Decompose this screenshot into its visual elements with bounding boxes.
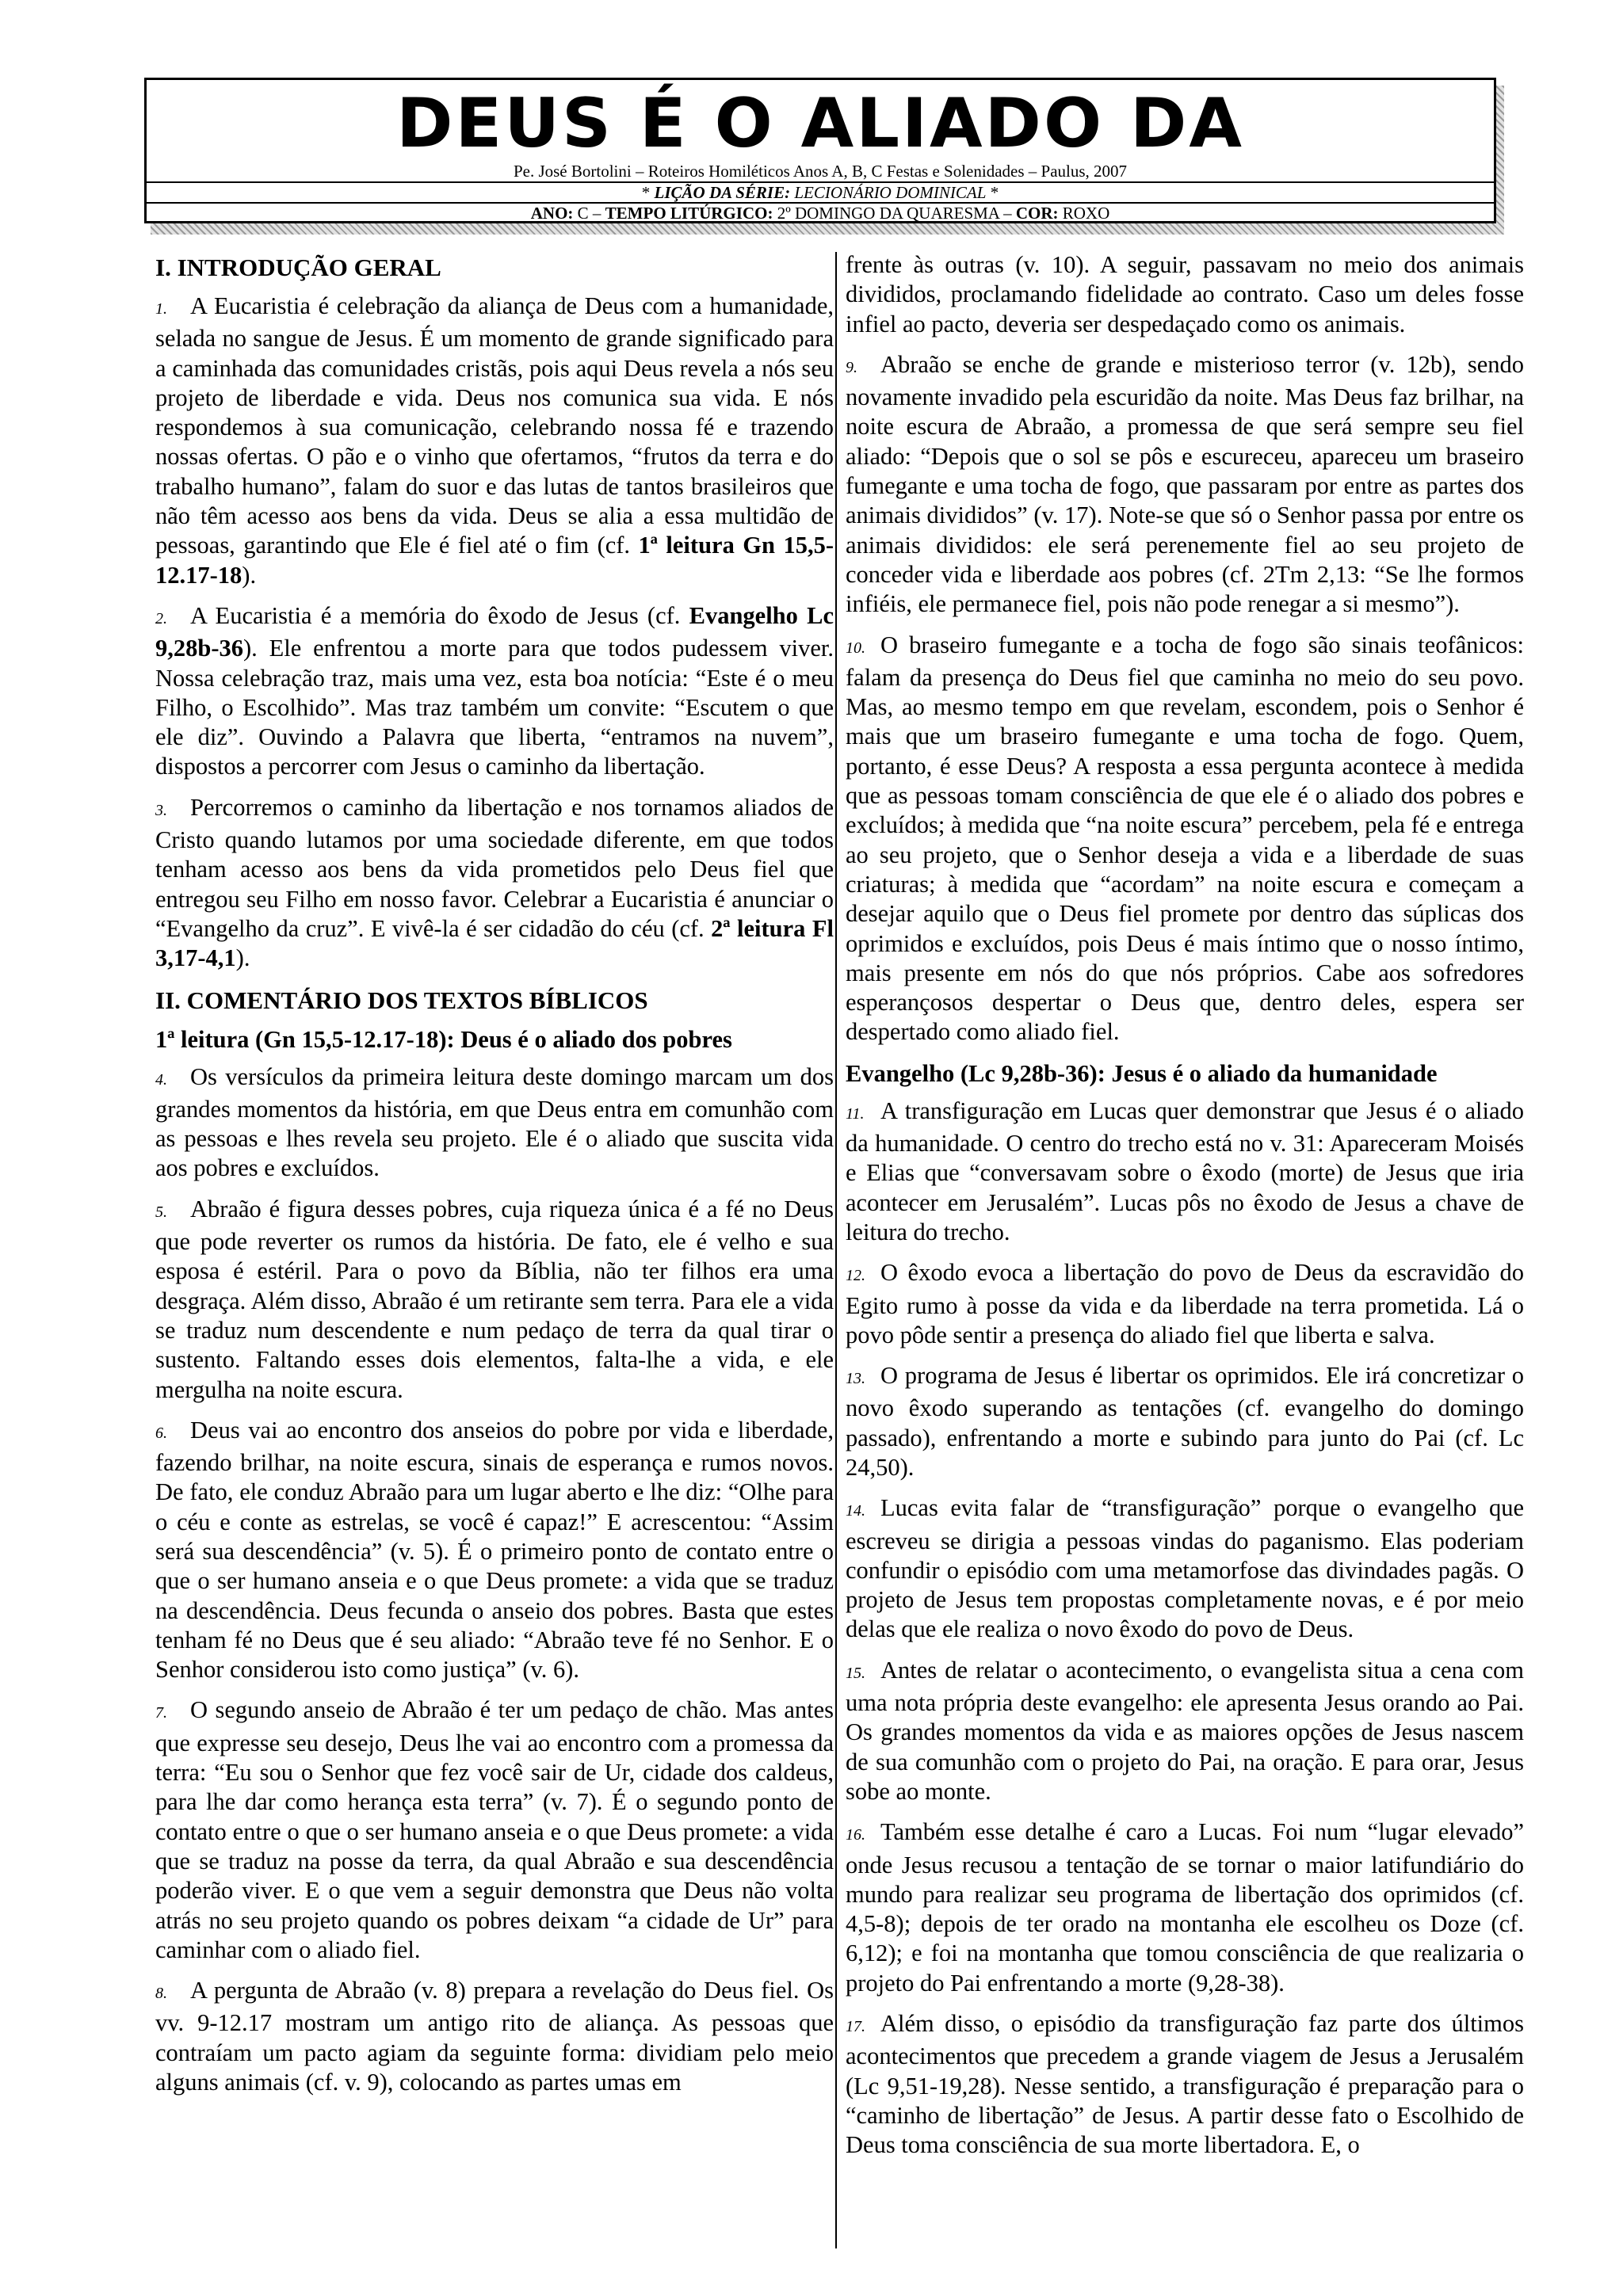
paragraph-number: 5. — [155, 1203, 167, 1221]
paragraph-7 — [155, 1695, 834, 1965]
paragraph-9 — [846, 350, 1524, 620]
paragraph-text: O braseiro fumegante e a tocha de fogo são sinais teofânicos: falam da presença do Deus fiel que caminha no meio do seu povo. Mas, ao mesmo tempo em que revelam, escondem, pois o Senhor é mais que um braseiro fumegante e uma tocha de fogo. Quem, portanto, é esse Deus? A resposta a essa pergunta acontece à medida que as pessoas tomam consciência de que ele é o aliado dos pobres e excluídos; à medida que “na noite escura” percebem, pela fé e entrega ao seu projeto, que o Senhor deseja a vida e a liberdade de suas criaturas; à medida que “acordam” na noite escura e começam a desejar aquilo que o Deus fiel promete por dentro das súplicas dos oprimidos e excluídos, pois Deus é mais íntimo que o nosso íntimo, mais presente em nós do que nós próprios. Cabe aos sofredores esperançosos despertar o Deus que, dentro deles, espera ser despertado como aliado fiel. — [846, 631, 1524, 1046]
section-heading-intro: I. INTRODUÇÃO GERAL — [155, 254, 441, 281]
paragraph-number: 8. — [155, 1985, 167, 2003]
cor-label: COR: — [1015, 204, 1059, 223]
liturgy-line: ANO: C – TEMPO LITÚRGICO: 2º DOMINGO DA QUARESMA – COR: ROXO — [530, 204, 1110, 223]
paragraph-number: 7. — [155, 1704, 167, 1722]
paragraph-number: 15. — [846, 1664, 865, 1682]
reference: 1ª leitura Gn 15,5-12.17-18 — [155, 532, 834, 589]
reference: Evangelho Lc 9,28b-36 — [155, 601, 834, 662]
lesson-prefix: * — [641, 183, 655, 202]
reference: 2ª leitura Fl 3,17-4,1 — [155, 914, 834, 972]
paragraph-text: ). Ele enfrentou a morte para que todos pudessem viver. Nossa celebração traz, mais uma vez, esta boa notícia: “Este é o meu Filho, o Escolhido”. Mas traz também um convite: “Escutem o que ele diz”. Ouvindo a Palavra que liberta, “entramos na nuvem”, dispostos a percorrer com Jesus o caminho da libertação. — [155, 635, 834, 780]
page-title: DEUS É O ALIADO DA — [396, 84, 1244, 162]
paragraph-2 — [155, 601, 834, 782]
tempo-label: TEMPO LITÚRGICO: — [605, 204, 773, 223]
paragraph-text: O êxodo evoca a libertação do povo de Deus da escravidão do Egito rumo à posse da vida e da liberdade na terra prometida. Lá o povo pôde sentir a presença do aliado fiel que liberta e salva. — [846, 1259, 1524, 1348]
paragraph-text: frente às outras (v. 10). A seguir, passavam no meio dos animais divididos, proclamando fidelidade ao contrato. Caso um deles fosse infiel ao pacto, deveria ser despedaçado como os animais. — [846, 251, 1524, 338]
lesson-line — [147, 183, 1494, 202]
paragraph-8 — [155, 1976, 834, 2097]
tempo-value: 2º DOMINGO DA QUARESMA — [777, 204, 999, 223]
paragraph-number: 12. — [846, 1267, 865, 1285]
paragraph-number: 17. — [846, 2018, 865, 2036]
paragraph-text: Abraão é figura desses pobres, cuja riqueza única é a fé no Deus que pode reverter os rumos da história. De fato, ele é velho e sua esposa é estéril. Para o povo da Bíblia, não ter filhos era uma desgraça. Além disso, Abraão é um retirante sem terra. Para ele a vida se traduz num descendente e num pedaço de terra da qual tirar o sustento. Faltando esses dois elementos, falta-lhe a vida, e ele mergulha na noite escura. — [155, 1195, 834, 1403]
paragraph-text: Abraão se enche de grande e misterioso terror (v. 12b), sendo novamente invadido pela escuridão da noite. Mas Deus faz brilhar, na noite escura de Abraão, a promessa de que será sempre seu fiel aliado: “Depois que o sol se pôs e escureceu, apareceu um braseiro fumegante e uma tocha de fogo, que passaram por entre as partes dos animais divididos” (v. 17). Note-se que só o Senhor passa por entre os animais divididos: ele será perenemente fiel ao seu projeto de conceder vida e liberdade aos pobres (cf. 2Tm 2,13: “Se lhe formos infiéis, ele permanece fiel, pois não pode renegar a si mesmo”). — [846, 350, 1524, 618]
paragraph-number: 9. — [846, 358, 857, 376]
paragraph-text: Além disso, o episódio da transfiguração faz parte dos últimos acontecimentos que precedem a grande viagem de Jesus a Jerusalém (Lc 9,51-19,28). Nesse sentido, a transfiguração é preparação para o “caminho de libertação” de Jesus. A partir desse fato o Escolhido de Deus toma consciência de sua morte libertadora. E, o — [846, 2010, 1524, 2159]
author-line: Pe. José Bortolini – Roteiros Homiléticos Anos A, B, C Festas e Solenidades – Paulus, 2007 — [513, 162, 1128, 181]
paragraph-4 — [155, 1062, 834, 1184]
paragraph-1 — [155, 292, 834, 590]
paragraph-text: O segundo anseio de Abraão é ter um pedaço de chão. Mas antes que expresse seu desejo, Deus lhe vai ao encontro com a promessa da terra: “Eu sou o Senhor que fez você sair de Ur, cidade dos caldeus, para lhe dar como herança esta terra” (v. 7). É o segundo ponto de contato entre o que o ser humano anseia e o que Deus promete: a vida que se traduz na posse da terra, da qual Abraão e sua descendência poderão viver. E o que vem a seguir demonstra que Deus não volta atrás no seu projeto quando os pobres deixam “a cidade de Ur” para caminhar com o aliado fiel. — [155, 1696, 834, 1963]
right-column — [846, 250, 1524, 2172]
paragraph-number: 11. — [846, 1104, 865, 1123]
paragraph-10 — [846, 631, 1524, 1047]
paragraph-text: Também esse detalhe é caro a Lucas. Foi num “lugar elevado” onde Jesus recusou a tentação de se tornar o maior latifundiário do mundo para realizar seu programa de libertação dos oprimidos (cf. 4,5-8); depois de ter orado na montanha ele escolheu os Doze (cf. 6,12); e foi na montanha que tomou consciência de que realizaria o projeto do Pai enfrentando a morte (9,28-38). — [846, 1818, 1524, 1997]
paragraph-16 — [846, 1817, 1524, 1998]
paragraph-text: A Eucaristia é a memória do êxodo de Jesus (cf. — [190, 601, 689, 629]
paragraph-number: 4. — [155, 1070, 167, 1089]
paragraph-end: ). — [242, 561, 257, 589]
paragraph-17 — [846, 2009, 1524, 2160]
paragraph-text: A Eucaristia é celebração da aliança de Deus com a humanidade, selada no sangue de Jesus. É um momento de grande significado para a caminhada das comunidades cristãs, pois aqui Deus revela a nós seu projeto de liberdade e vida. Deus nos comunica sua vida. E nós respondemos à sua comunicação, celebrando nossa fé e trazendo nossas ofertas. O pão e o vinho que ofertamos, “frutos da terra e do trabalho humano”, falam do suor e das lutas de tantos brasileiros que não têm acesso aos bens da vida. Deus se alia a essa multidão de pessoas, garantindo que Ele é fiel até o fim (cf. — [155, 292, 834, 559]
paragraph-13 — [846, 1361, 1524, 1482]
subheading-evangelho: Evangelho (Lc 9,28b-36): Jesus é o aliado da humanidade — [846, 1059, 1438, 1087]
paragraph-text: Percorremos o caminho da libertação e nos tornamos aliados de Cristo quando lutamos por uma sociedade diferente, em que todos tenham acesso aos bens da vida prometidos pelo Deus fiel que entregou seu Filho em nosso favor. Celebrar a Eucaristia é anunciar o “Evangelho da cruz”. E vivê-la é ser cidadão do céu (cf. — [155, 793, 834, 942]
paragraph-number: 6. — [155, 1424, 167, 1442]
paragraph-number: 16. — [846, 1826, 865, 1844]
column-divider — [835, 252, 837, 2248]
paragraph-text: Deus vai ao encontro dos anseios do pobre por vida e liberdade, fazendo brilhar, na noite escura, sinais de esperança e rumos novos. De fato, ele conduz Abraão para um lugar aberto e lhe diz: “Olhe para o céu e conte as estrelas, se você é capaz!” E acrescentou: “Assim será sua descendência” (v. 5). É o primeiro ponto de contato entre o que o ser humano anseia e o que Deus promete: a vida que se traduz na descendência. Deus fecunda o anseio dos pobres. Basta que estes tenham fé no Deus que é seu aliado: “Abraão teve fé no Senhor. E o Senhor considerou isto como justiça” (v. 6). — [155, 1416, 834, 1684]
paragraph-number: 2. — [155, 609, 167, 627]
paragraph-6 — [155, 1416, 834, 1685]
paragraph-3 — [155, 793, 834, 974]
paragraph-text: O programa de Jesus é libertar os oprimidos. Ele irá concretizar o novo êxodo superando as tentações (cf. evangelho do domingo passado), enfrentando a morte e subindo para junto do Pai (cf. Lc 24,50). — [846, 1362, 1524, 1481]
header-box — [144, 78, 1496, 223]
left-column — [155, 252, 834, 2108]
paragraph-5 — [155, 1195, 834, 1405]
paragraph-12 — [846, 1258, 1524, 1350]
cor-value: ROXO — [1062, 204, 1110, 223]
paragraph-11 — [846, 1097, 1524, 1247]
paragraph-8-continued — [846, 250, 1524, 339]
paragraph-number: 10. — [846, 639, 865, 657]
section-heading-comentario: II. COMENTÁRIO DOS TEXTOS BÍBLICOS — [155, 986, 648, 1014]
paragraph-text: Antes de relatar o acontecimento, o evangelista situa a cena com uma nota própria deste evangelho: ele apresenta Jesus orando ao Pai. Os grandes momentos da vida e as maiores opções de Jesus nascem de sua comunhão com o projeto do Pai, na oração. E para orar, Jesus sobe ao monte. — [846, 1656, 1524, 1805]
paragraph-text: Os versículos da primeira leitura deste domingo marcam um dos grandes momentos da história, em que Deus entra em comunhão com as pessoas e lhes revela seu projeto. Ele é o aliado que suscita vida aos pobres e excluídos. — [155, 1062, 834, 1182]
paragraph-text: Lucas evita falar de “transfiguração” porque o evangelho que escreveu se dirigia a pessoas vindas do paganismo. Elas poderiam confundir o episódio com uma metamorfose das divindades pagãs. O projeto de Jesus tem propostas completamente novas, e é por meio delas que ele realiza o novo êxodo do povo de Deus. — [846, 1494, 1524, 1643]
lesson-suffix: * — [986, 183, 999, 202]
subheading-leitura: 1ª leitura (Gn 15,5-12.17-18): Deus é o aliado dos pobres — [155, 1025, 732, 1053]
paragraph-14 — [846, 1493, 1524, 1644]
paragraph-15 — [846, 1656, 1524, 1806]
paragraph-number: 1. — [155, 300, 167, 318]
ano-label: ANO: — [530, 204, 574, 223]
lesson-value: LECIONÁRIO DOMINICAL — [794, 183, 987, 202]
paragraph-text: A transfiguração em Lucas quer demonstrar que Jesus é o aliado da humanidade. O centro do trecho está no v. 31: Apareceram Moisés e Elias que “conversavam sobre o êxodo (morte) de Jesus que iria acontecer em Jerusalém”. Lucas pôs no êxodo de Jesus a chave de leitura do trecho. — [846, 1097, 1524, 1245]
paragraph-end: ). — [235, 944, 250, 972]
paragraph-text: A pergunta de Abraão (v. 8) prepara a revelação do Deus fiel. Os vv. 9-12.17 mostram um antigo rito de aliança. As pessoas que contraíam um pacto agiam da seguinte forma: dividiam pelo meio alguns animais (cf. v. 9), colocando as partes umas em — [155, 1977, 834, 2096]
paragraph-number: 14. — [846, 1502, 865, 1520]
paragraph-number: 13. — [846, 1370, 865, 1388]
paragraph-number: 3. — [155, 801, 167, 819]
lesson-label: LIÇÃO DA SÉRIE: — [654, 183, 791, 202]
ano-value: C — [577, 204, 589, 223]
